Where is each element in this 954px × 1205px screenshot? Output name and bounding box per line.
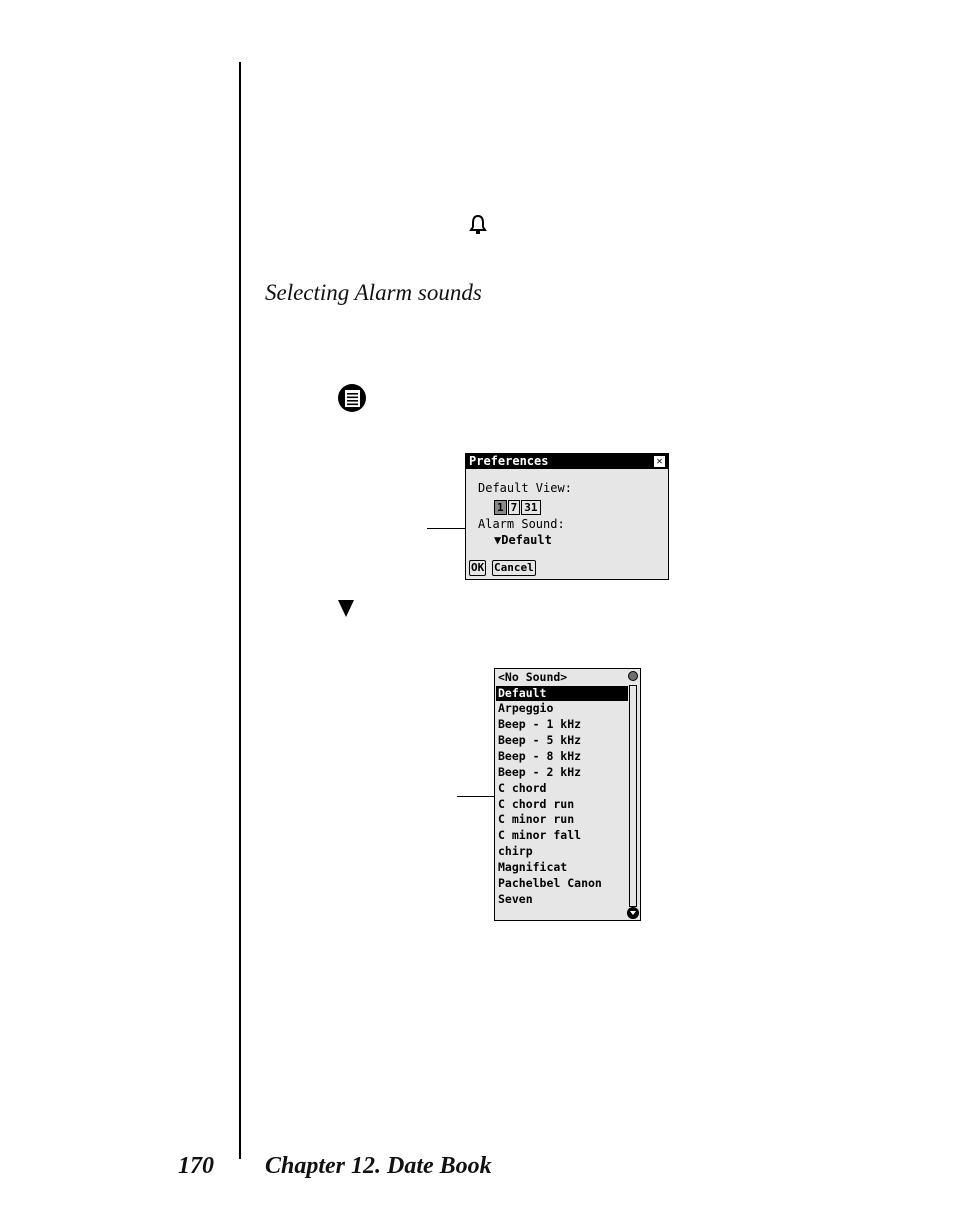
view-button-week[interactable]: 7	[508, 500, 521, 515]
view-button-month[interactable]: 31	[521, 500, 540, 515]
ok-button[interactable]: OK	[471, 561, 485, 574]
page-number: 170	[178, 1153, 214, 1179]
alarm-sound-dropdown[interactable]: ▼Default	[494, 533, 552, 547]
sound-item[interactable]: C minor fall	[498, 828, 582, 842]
scroll-thumb[interactable]	[628, 671, 638, 681]
view-button-day[interactable]: 1	[494, 500, 507, 515]
scroll-down-icon[interactable]	[627, 907, 639, 919]
sound-item[interactable]: C chord	[498, 781, 547, 795]
caption: Selecting Alarm sounds	[265, 280, 482, 305]
sound-item[interactable]: Beep - 2 kHz	[498, 765, 582, 779]
callout-line-alarm-sound	[427, 528, 465, 529]
sound-item[interactable]: Arpeggio	[498, 701, 554, 715]
bell-icon	[468, 214, 488, 236]
sound-item[interactable]: Beep - 1 kHz	[498, 717, 582, 731]
view-selector	[494, 500, 541, 515]
sound-item[interactable]: Magnificat	[498, 860, 568, 874]
close-icon[interactable]: ✕	[654, 456, 665, 467]
sound-item[interactable]: chirp	[498, 844, 533, 858]
sound-list	[494, 668, 641, 921]
cancel-button[interactable]: Cancel	[494, 561, 534, 574]
triangle-down-icon	[336, 598, 356, 618]
margin-rule	[239, 62, 241, 1159]
sound-item[interactable]: C minor run	[498, 812, 575, 826]
scrollbar[interactable]	[626, 669, 640, 920]
alarm-sound-label: Alarm Sound:	[478, 517, 565, 531]
sound-item[interactable]: Beep - 8 kHz	[498, 749, 582, 763]
scroll-track[interactable]	[629, 685, 637, 907]
sound-item[interactable]: Seven	[498, 892, 533, 906]
sound-item-selected[interactable]: Default	[496, 686, 628, 701]
sound-item[interactable]: C chord run	[498, 797, 575, 811]
sound-item[interactable]: <No Sound>	[498, 670, 568, 684]
sound-item[interactable]: Pachelbel Canon	[498, 876, 602, 890]
sound-item[interactable]: Beep - 5 kHz	[498, 733, 582, 747]
chapter-title: Chapter 12. Date Book	[265, 1153, 492, 1179]
dialog-title-bar	[466, 454, 668, 469]
menu-icon	[336, 382, 368, 414]
callout-line-sound-list	[457, 796, 494, 797]
default-view-label: Default View:	[478, 481, 572, 495]
dialog-title: Preferences	[469, 454, 549, 468]
preferences-dialog	[465, 453, 669, 580]
